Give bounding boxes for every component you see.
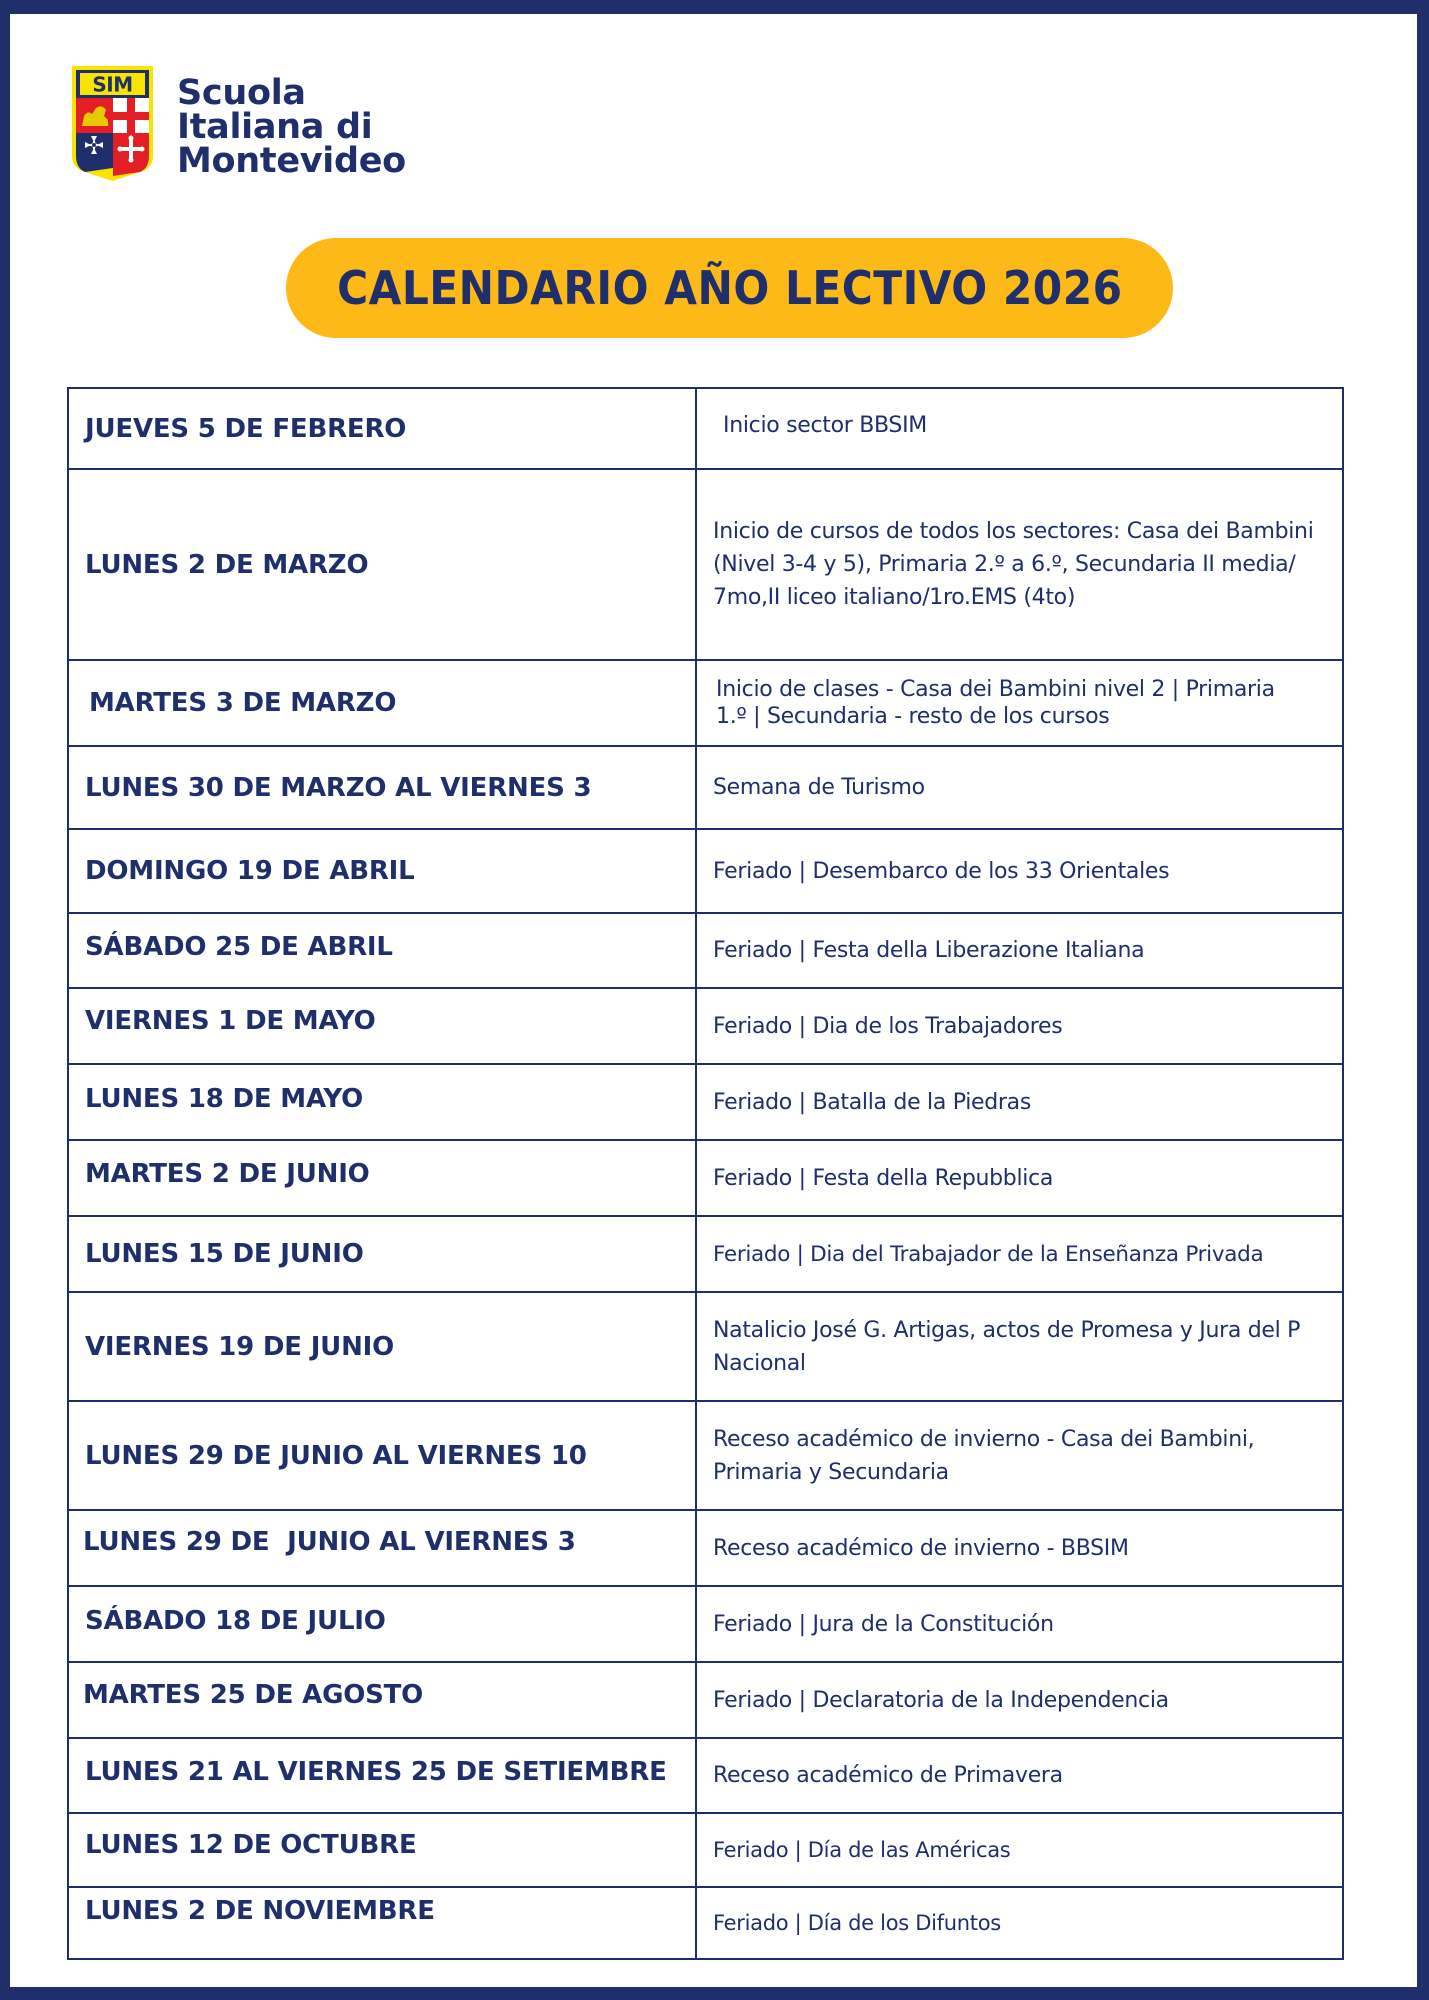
description-line-1: Natalicio José G. Artigas, actos de Promesa y Jura del P (713, 1317, 1301, 1343)
page-title: CALENDARIO AÑO LECTIVO 2026 (336, 261, 1123, 315)
description-cell: Feriado | Día de las Américas (696, 1813, 1343, 1887)
description-cell: Inicio de cursos de todos los sectores: Casa dei Bambini (Nivel 3-4 y 5), Primaria 2.º a 6.º, Secundaria II media/ 7mo,II liceo italiano/1ro.EMS (4to) (696, 469, 1343, 660)
table-row (68, 660, 1343, 746)
table-row (68, 1401, 1343, 1510)
table-row (68, 1510, 1343, 1586)
table-row (68, 1887, 1343, 1959)
description-cell: Feriado | Jura de la Constitución (696, 1586, 1343, 1662)
table-row (68, 469, 1343, 660)
description-cell: Receso académico de invierno - BBSIM (696, 1510, 1343, 1586)
date-cell: DOMINGO 19 DE ABRIL (68, 829, 696, 913)
description-cell: Feriado | Dia del Trabajador de la Enseñanza Privada (696, 1216, 1343, 1292)
date-cell: LUNES 30 DE MARZO AL VIERNES 3 (68, 746, 696, 829)
date-cell: LUNES 29 DE JUNIO AL VIERNES 3 (68, 1510, 696, 1586)
description-cell: Feriado | Batalla de la Piedras (696, 1064, 1343, 1140)
date-cell: SÁBADO 18 DE JULIO (68, 1586, 696, 1662)
table-row (68, 913, 1343, 988)
school-name-line-3: Montevideo (177, 141, 406, 181)
table-row (68, 1662, 1343, 1738)
table-row (68, 988, 1343, 1064)
date-cell: LUNES 15 DE JUNIO (68, 1216, 696, 1292)
table-row (68, 746, 1343, 829)
table-row (68, 388, 1343, 469)
date-cell: LUNES 2 DE MARZO (68, 469, 696, 660)
date-cell: MARTES 25 DE AGOSTO (68, 1662, 696, 1738)
description-cell: Feriado | Declaratoria de la Independencia (696, 1662, 1343, 1738)
description-cell (696, 1292, 1343, 1401)
table-row (68, 1140, 1343, 1216)
date-cell: VIERNES 1 DE MAYO (68, 988, 696, 1064)
table-row (68, 1813, 1343, 1887)
table-row (68, 1292, 1343, 1401)
table-row (68, 829, 1343, 913)
date-cell: LUNES 21 AL VIERNES 25 DE SETIEMBRE (68, 1738, 696, 1813)
description-cell: Receso académico de Primavera (696, 1738, 1343, 1813)
date-cell: JUEVES 5 DE FEBRERO (68, 388, 696, 469)
table-row (68, 1586, 1343, 1662)
date-cell: LUNES 18 DE MAYO (68, 1064, 696, 1140)
date-cell: LUNES 29 DE JUNIO AL VIERNES 10 (68, 1401, 696, 1510)
description-cell: Inicio de clases - Casa dei Bambini nivel 2 | Primaria 1.º | Secundaria - resto de los cursos (696, 660, 1343, 746)
date-cell: SÁBADO 25 DE ABRIL (68, 913, 696, 988)
description-cell: Feriado | Desembarco de los 33 Orientales (696, 829, 1343, 913)
description-cell: Semana de Turismo (696, 746, 1343, 829)
school-name (177, 73, 406, 181)
date-cell: VIERNES 19 DE JUNIO (68, 1292, 696, 1401)
table-row (68, 1216, 1343, 1292)
school-name-line-2: Italiana di (177, 107, 373, 147)
calendar-table (67, 387, 1344, 1960)
calendar-page (10, 14, 1417, 1987)
date-cell: MARTES 2 DE JUNIO (68, 1140, 696, 1216)
date-cell: LUNES 12 DE OCTUBRE (68, 1813, 696, 1887)
date-cell: LUNES 2 DE NOVIEMBRE (68, 1887, 696, 1959)
svg-text:SIM: SIM (92, 72, 133, 97)
date-cell: MARTES 3 DE MARZO (68, 660, 696, 746)
description-cell: Inicio sector BBSIM (696, 388, 1343, 469)
table-row (68, 1738, 1343, 1813)
description-cell: Feriado | Festa della Repubblica (696, 1140, 1343, 1216)
description-cell: Receso académico de invierno - Casa dei Bambini, Primaria y Secundaria (696, 1401, 1343, 1510)
table-row (68, 1064, 1343, 1140)
description-cell: Feriado | Festa della Liberazione Italiana (696, 913, 1343, 988)
school-name-line-1: Scuola (177, 73, 306, 113)
description-cell: Feriado | Dia de los Trabajadores (696, 988, 1343, 1064)
shield-crest-icon (70, 64, 155, 182)
description-line-2: Nacional (713, 1350, 806, 1376)
description-cell: Feriado | Día de los Difuntos (696, 1887, 1343, 1959)
page-title-banner (286, 238, 1173, 338)
school-logo (70, 64, 406, 182)
